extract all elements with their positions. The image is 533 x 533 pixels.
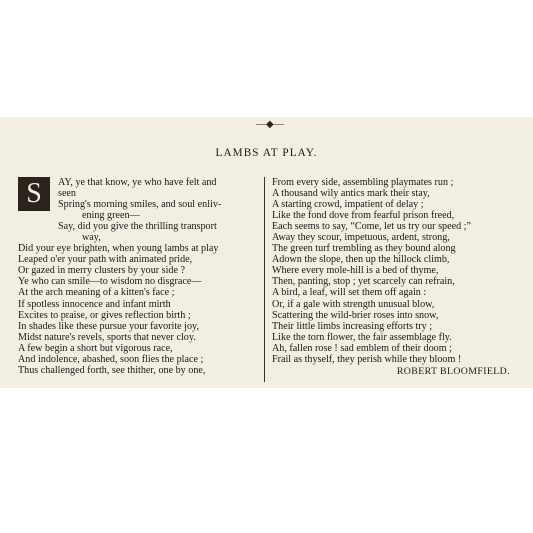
poem-line: seen: [58, 188, 76, 200]
left-column: [18, 177, 258, 376]
poem-line: And indolence, abashed, soon flies the place ;: [18, 353, 204, 365]
poem-line: Leaped o'er your path with animated pride,: [18, 254, 193, 266]
poem-line: way,: [82, 232, 101, 244]
poem-line: Frail as thyself, they perish while they bloom !: [272, 353, 462, 365]
poem-line: A few begin a short but vigorous race,: [18, 342, 173, 354]
poem-page: [0, 117, 533, 388]
poem-line: Or, if a gale with strength unusual blow,: [272, 298, 435, 310]
left-lines: [18, 177, 258, 376]
poem-line: At the arch meaning of a kitten's face ;: [18, 287, 175, 299]
poem-line: Their little limbs increasing efforts try ;: [272, 320, 433, 332]
poem-line: Adown the slope, then up the hillock climb,: [272, 254, 450, 266]
poem-line: Where every mole-hill is a bed of thyme,: [272, 265, 439, 277]
column-divider: [264, 177, 265, 382]
poem-line: Midst nature's revels, sports that never cloy.: [18, 331, 196, 343]
drop-cap: S: [18, 177, 50, 211]
poem-line: From every side, assembling playmates run ;: [272, 177, 454, 188]
right-column: [272, 177, 518, 377]
poem-line: Say, did you give the thrilling transport: [58, 221, 217, 233]
poem-line: Ye who can smile—to wisdom no disgrace—: [18, 276, 202, 288]
poem-line: Like the fond dove from fearful prison freed,: [272, 210, 455, 222]
poem-line: A thousand wily antics mark their stay,: [272, 188, 430, 200]
poem-line: Thus challenged forth, see thither, one by one,: [18, 364, 206, 376]
poem-line: A bird, a leaf, will set them off again :: [272, 287, 427, 299]
poem-line: If spotless innocence and infant mirth: [18, 298, 171, 310]
poem-line: A starting crowd, impatient of delay ;: [272, 199, 424, 211]
poem-line: Then, panting, stop ; yet scarcely can refrain,: [272, 276, 455, 288]
poem-line: The green turf trembling as they bound along: [272, 243, 456, 255]
poem-line: In shades like these pursue your favorite joy,: [18, 320, 199, 332]
poem-line: Or gazed in merry clusters by your side ?: [18, 265, 186, 277]
poem-line: Ah, fallen rose ! sad emblem of their doom ;: [272, 342, 452, 354]
poem-line: Did your eye brighten, when young lambs at play: [18, 243, 219, 255]
author-signature: ROBERT BLOOMFIELD.: [396, 365, 510, 377]
right-lines: [272, 177, 518, 365]
poem-line: Away they scour, impetuous, ardent, strong,: [272, 232, 450, 244]
header-ornament: —◆—: [256, 119, 284, 130]
poem-line: Excites to praise, or gives reflection birth ;: [18, 309, 191, 321]
poem-line: ening green—: [82, 210, 140, 222]
poem-title: LAMBS AT PLAY.: [215, 147, 318, 159]
poem-line: AY, ye that know, ye who have felt and: [58, 177, 217, 188]
poem-line: Like the torn flower, the fair assemblage fly.: [272, 331, 452, 343]
poem-line: Spring's morning smiles, and soul enliv-: [58, 199, 222, 211]
poem-line: Each seems to say, “Come, let us try our speed ;”: [272, 221, 471, 233]
poem-line: Scattering the wild-brier roses into snow,: [272, 309, 439, 321]
